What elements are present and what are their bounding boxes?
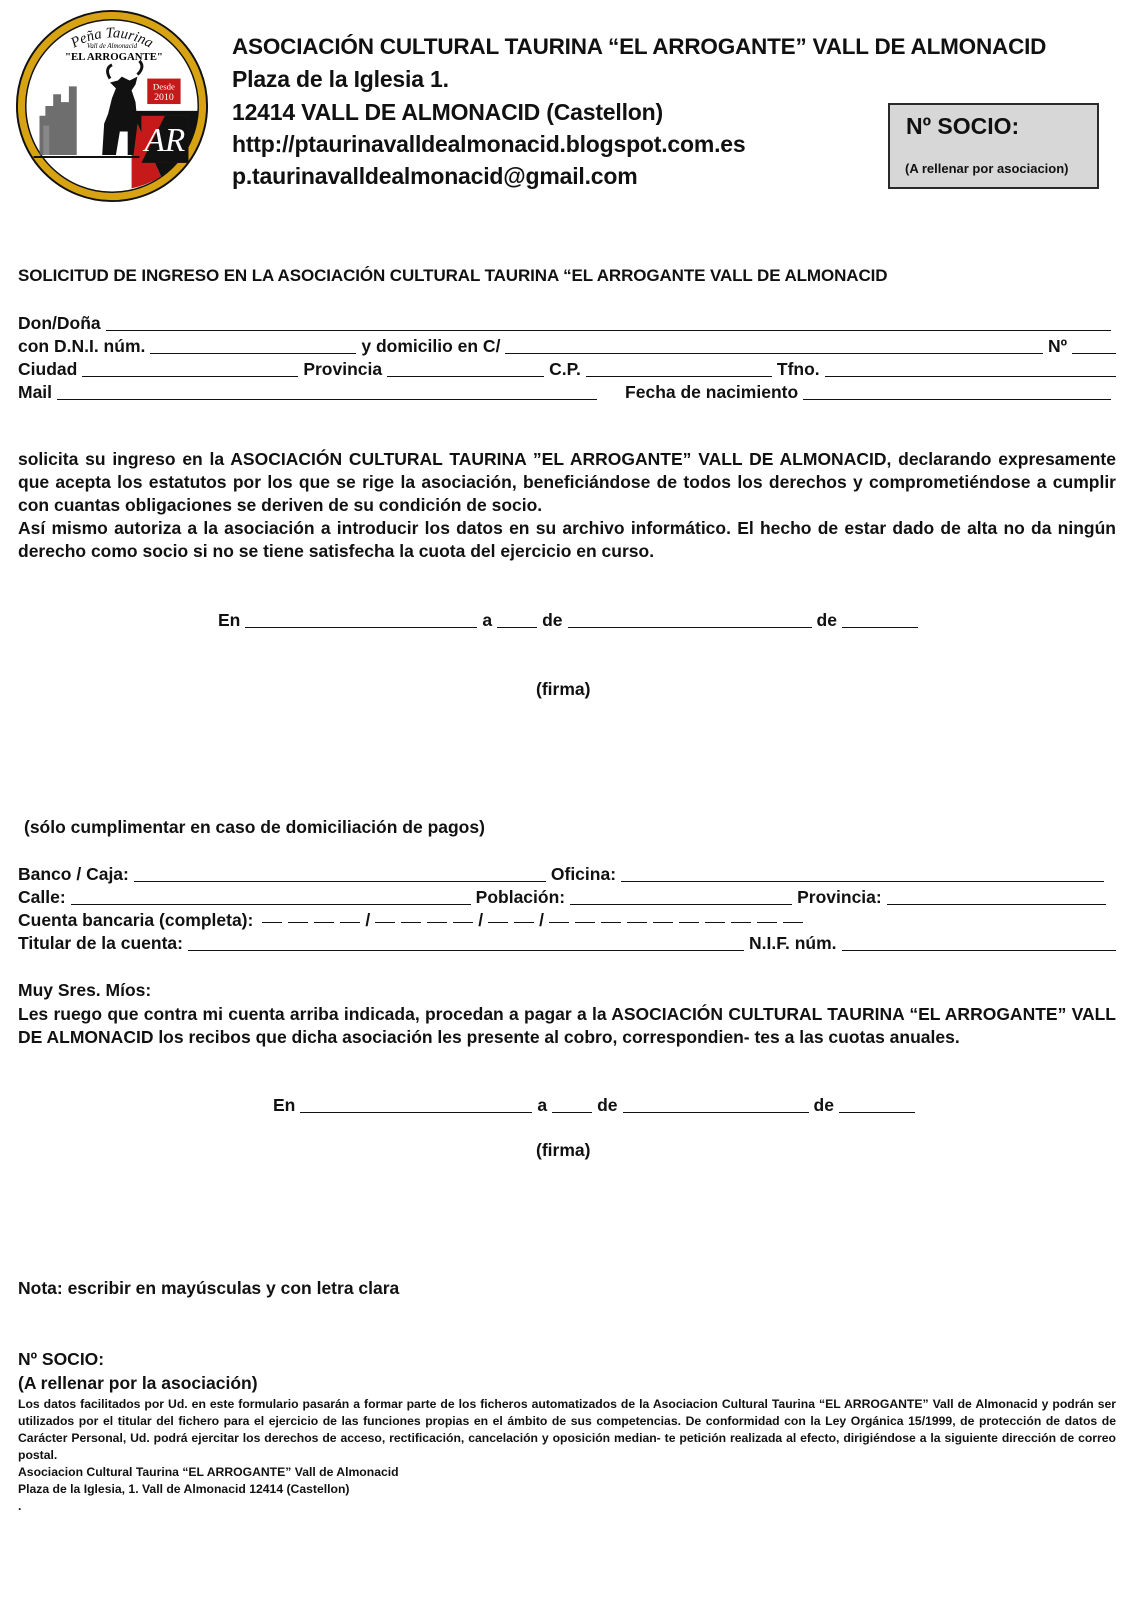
- street-field[interactable]: [71, 888, 471, 905]
- date-line-2: [273, 1094, 920, 1116]
- declaration: [18, 448, 1116, 563]
- city-field[interactable]: [82, 360, 298, 377]
- bank-field[interactable]: [134, 865, 546, 882]
- province-field[interactable]: [387, 360, 544, 377]
- legal-address: Plaza de la Iglesia, 1. Vall de Almonacid 12414 (Castellon): [18, 1482, 350, 1496]
- declaration-paragraph-1: solicita su ingreso en la ASOCIACIÓN CULTURAL TAURINA ”EL ARROGANTE” VALL DE ALMONACID, declarando expresamente que acepta los estatutos por los que se rige la asociación, beneficiándose de todos los derechos y comprometiéndose a cumplir con cuantas obligaciones se deriven de su condición de socio.: [18, 449, 1116, 515]
- office-field[interactable]: [621, 865, 1104, 882]
- postal-code-label: C.P.: [549, 359, 581, 379]
- date2-de2-label: de: [813, 1095, 834, 1115]
- date-en-label: En: [218, 610, 241, 630]
- org-name: ASOCIACIÓN CULTURAL TAURINA “EL ARROGANTE” VALL DE ALMONACID: [232, 34, 1047, 59]
- legal-org: Asociacion Cultural Taurina “EL ARROGANTE” Vall de Almonacid: [18, 1465, 399, 1479]
- row-holder: [18, 932, 1116, 954]
- address-label: y domicilio en C/: [361, 336, 501, 356]
- member-number-box: [888, 103, 1099, 189]
- dni-field[interactable]: [150, 337, 356, 354]
- office-label: Oficina:: [550, 864, 617, 884]
- declaration-paragraph-2: Así mismo autoriza a la asociación a introducir los datos en su archivo informático. El hecho de estar dado de alta no da ningún derecho como socio si no se tiene satisfecha la cuota del ejercicio en curso.: [18, 518, 1116, 561]
- holder-label: Titular de la cuenta:: [18, 933, 183, 953]
- date-de2-label: de: [816, 610, 837, 630]
- bank-province-field[interactable]: [887, 888, 1106, 905]
- signature-label-2: (firma): [536, 1140, 591, 1160]
- footer-fill-note: (A rellenar por la asociación): [18, 1373, 258, 1393]
- name-field[interactable]: [106, 314, 1111, 331]
- account-dc-field[interactable]: [485, 908, 537, 931]
- row-city: [18, 358, 1116, 380]
- nif-field[interactable]: [842, 934, 1117, 951]
- logo-small-text: Vall de Almonacid: [86, 43, 138, 51]
- date-line-1: [218, 609, 923, 631]
- phone-field[interactable]: [825, 360, 1116, 377]
- logo-name: "EL ARROGANTE": [65, 50, 163, 63]
- dni-label: con D.N.I. núm.: [18, 336, 146, 356]
- town-label: Población:: [475, 887, 566, 907]
- row-bank: [18, 863, 1116, 885]
- logo-arc-text: Peña Taurina: [68, 25, 156, 52]
- logo-desde: Desde: [152, 81, 175, 92]
- logo-year: 2010: [154, 92, 174, 104]
- footer-member-number: Nº SOCIO:: [18, 1349, 105, 1369]
- date-month-field[interactable]: [568, 611, 812, 628]
- date-a-label: a: [482, 610, 493, 630]
- address-field[interactable]: [505, 337, 1043, 354]
- date-place-field[interactable]: [245, 611, 477, 628]
- row-name: [18, 312, 1116, 334]
- account-slash-1: /: [365, 910, 371, 930]
- address-line-2: 12414 VALL DE ALMONACID (Castellon): [232, 99, 663, 125]
- legal-notice: [18, 1396, 1116, 1515]
- account-slash-3: /: [539, 910, 544, 930]
- street-label: Calle:: [18, 887, 66, 907]
- account-label: Cuenta bancaria (completa):: [18, 910, 254, 930]
- account-office-field[interactable]: [372, 908, 476, 931]
- date-de-label: de: [542, 610, 563, 630]
- address-line-1: Plaza de la Iglesia 1.: [232, 66, 449, 92]
- postal-code-field[interactable]: [586, 360, 772, 377]
- account-slash-2: /: [478, 910, 484, 930]
- mail-field[interactable]: [57, 383, 597, 400]
- date2-a-label: a: [537, 1095, 548, 1115]
- nif-label: N.I.F. núm.: [749, 933, 837, 953]
- bank-section-note: (sólo cumplimentar en caso de domiciliación de pagos): [24, 817, 485, 837]
- form-title: SOLICITUD DE INGRESO EN LA ASOCIACIÓN CULTURAL TAURINA “EL ARROGANTE VALL DE ALMONACID: [18, 266, 888, 285]
- signature-label: (firma): [536, 679, 591, 699]
- row-street: [18, 886, 1116, 908]
- name-label: Don/Doña: [18, 313, 101, 333]
- legal-text: Los datos facilitados por Ud. en este formulario pasarán a formar parte de los ficheros automatizados de la Asociacion Cultural Taurina “EL ARROGANTE” Vall de Almonacid y podrán ser utilizados por el titular del fichero para el ejercicio de las funciones propias en el ámbito de sus competencias. De conformidad con la Ley Orgánica 15/1999, de protección de datos de Carácter Personal, Ud. podrá ejercitar los derechos de acceso, rectificación, cancelación y oposición median- te petición realizada al efecto, dirigiéndose a la siguiente dirección de correo postal.: [18, 1397, 1116, 1462]
- date2-place-field[interactable]: [300, 1096, 532, 1113]
- holder-field[interactable]: [188, 934, 744, 951]
- date2-day-field[interactable]: [552, 1096, 592, 1113]
- website-link[interactable]: http://ptaurinavalldealmonacid.blogspot.com.es: [232, 131, 746, 157]
- writing-note: Nota: escribir en mayúsculas y con letra clara: [18, 1278, 400, 1298]
- email-link[interactable]: p.taurinavalldealmonacid@gmail.com: [232, 163, 638, 189]
- date2-en-label: En: [273, 1095, 296, 1115]
- bank-province-label: Provincia:: [797, 887, 882, 907]
- bank-label: Banco / Caja:: [18, 864, 129, 884]
- date2-month-field[interactable]: [623, 1096, 809, 1113]
- account-entity-field[interactable]: [259, 908, 363, 931]
- number-label: Nº: [1047, 336, 1067, 356]
- number-field[interactable]: [1072, 337, 1116, 354]
- member-number-note: (A rellenar por asociacion): [905, 161, 1069, 176]
- city-label: Ciudad: [18, 359, 78, 379]
- town-field[interactable]: [570, 888, 792, 905]
- member-number-label: Nº SOCIO:: [906, 113, 1020, 139]
- row-account: [18, 909, 1116, 931]
- date-day-field[interactable]: [497, 611, 537, 628]
- letter-body: Les ruego que contra mi cuenta arriba indicada, procedan a pagar a la ASOCIACIÓN CULTURAL TAURINA “EL ARROGANTE” VALL DE ALMONACID los recibos que dicha asociación les presente al cobro, correspondien- tes a las cuotas anuales.: [18, 1004, 1116, 1047]
- date-year-field[interactable]: [842, 611, 918, 628]
- row-dni: [18, 335, 1116, 357]
- mail-label: Mail: [18, 382, 53, 402]
- phone-label: Tfno.: [776, 359, 820, 379]
- row-mail: [18, 381, 1116, 403]
- date2-year-field[interactable]: [839, 1096, 915, 1113]
- logo-monogram: AR: [144, 122, 186, 160]
- legal-dot: .: [18, 1499, 22, 1513]
- account-number-field[interactable]: [546, 908, 806, 931]
- birth-date-field[interactable]: [803, 383, 1111, 400]
- date2-de-label: de: [597, 1095, 618, 1115]
- province-label: Provincia: [303, 359, 383, 379]
- association-logo: [14, 8, 210, 204]
- birth-date-label: Fecha de nacimiento: [625, 382, 799, 402]
- letter-greeting: Muy Sres. Míos:: [18, 980, 152, 1000]
